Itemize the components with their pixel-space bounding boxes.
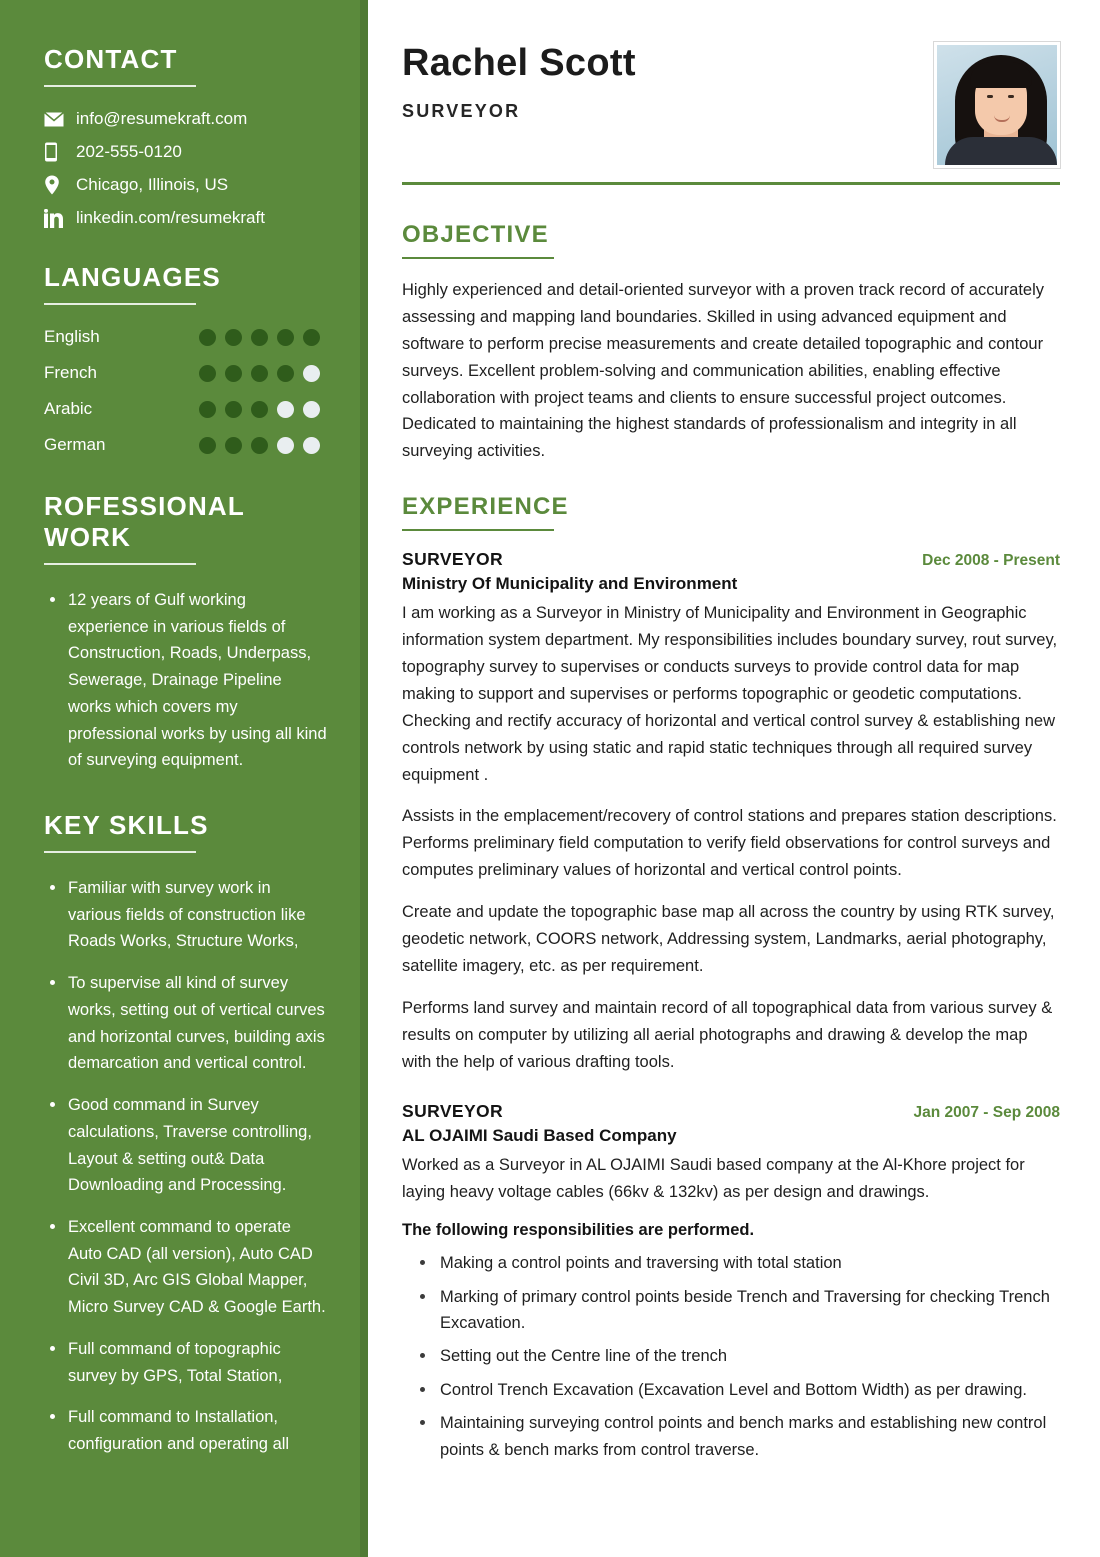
experience-item-header — [402, 1101, 1060, 1122]
experience-job-org: AL OJAIMI Saudi Based Company — [402, 1126, 677, 1146]
contact-section — [44, 44, 328, 228]
language-name: English — [44, 327, 100, 346]
key-skills-section — [44, 810, 328, 1458]
objective-section — [402, 221, 1060, 465]
objective-text: Highly experienced and detail-oriented surveyor with a proven track record of accurately assessing and mapping land boundaries. Skilled in using advanced equipment and software to perform precise measurements and create detailed topographic and contour surveys. Excellent problem-solving and communication abilities, enabling effective collaboration with project teams and clients to ensure successful project outcomes. Dedicated to maintaining the highest standards of professionalism and integrity in all surveying activities. — [402, 281, 1044, 461]
contact-email-text: info@resumekraft.com — [76, 109, 248, 128]
experience-sub-heading: The following responsibilities are performed. — [402, 1221, 755, 1240]
list-item: Familiar with survey work in various fields of construction like Roads Works, Structure Works, — [44, 875, 328, 955]
main-content — [368, 0, 1100, 1557]
experience-heading: EXPERIENCE — [402, 493, 569, 521]
language-name: German — [44, 435, 106, 454]
experience-item — [402, 549, 1060, 1075]
contact-location-text: Chicago, Illinois, US — [76, 175, 229, 194]
objective-heading: OBJECTIVE — [402, 221, 549, 248]
experience-paragraph: Performs land survey and maintain record of all topographical data from various survey & results on computer by utilizing all aerial photographs and drawing & develop the map with the help of various drafting tools. — [402, 998, 1053, 1071]
language-level-dots — [199, 401, 320, 418]
list-item: Full command to Installation, configuration and operating all — [44, 1404, 328, 1457]
list-item: Marking of primary control points beside Trench and Traversing for checking Trench Excavation. — [412, 1284, 1060, 1337]
header-text — [402, 42, 636, 122]
contact-item-email[interactable] — [44, 109, 328, 129]
resume-header — [402, 42, 1060, 168]
key-skills-list — [44, 875, 328, 1458]
experience-job-title: SURVEYOR — [402, 549, 504, 570]
sidebar — [0, 0, 368, 1557]
experience-paragraph: Create and update the topographic base map all across the country by using RTK survey, geodetic network, COORS network, Addressing system, Landmarks, aerial photography, satellite imagery, etc. as per requirement. — [402, 903, 1055, 975]
phone-icon — [44, 142, 70, 162]
header-divider — [402, 182, 1060, 185]
key-skills-heading-rule — [44, 851, 196, 853]
language-level-dots — [199, 365, 320, 382]
list-item: Making a control points and traversing with total station — [412, 1250, 1060, 1276]
list-item: Setting out the Centre line of the trench — [412, 1343, 1060, 1369]
contact-item-location[interactable] — [44, 175, 328, 195]
experience-paragraph: Assists in the emplacement/recovery of control stations and prepares station descriptions. Performs preliminary field computation to verify field observations for control surveys and computes preliminary values of horizontal and vertical control points. — [402, 807, 1057, 880]
experience-paragraph: Worked as a Surveyor in AL OJAIMI Saudi based company at the Al-Khore project for laying heavy voltage cables (66kv & 132kv) as per design and drawings. — [402, 1156, 1025, 1202]
job-role-subtitle: SURVEYOR — [402, 101, 521, 121]
language-name: Arabic — [44, 399, 93, 418]
avatar — [934, 42, 1060, 168]
sidebar-edge — [360, 0, 368, 1557]
experience-job-date: Dec 2008 - Present — [922, 552, 1060, 570]
language-level-dots — [199, 329, 320, 346]
experience-heading-rule — [402, 529, 554, 531]
experience-job-date: Jan 2007 - Sep 2008 — [913, 1104, 1060, 1122]
language-row — [44, 363, 328, 383]
languages-heading: LANGUAGES — [44, 262, 221, 292]
envelope-icon — [44, 112, 70, 127]
list-item: Control Trench Excavation (Excavation Level and Bottom Width) as per drawing. — [412, 1377, 1060, 1403]
language-row — [44, 327, 328, 347]
professional-work-section — [44, 491, 328, 774]
linkedin-icon — [44, 209, 70, 228]
list-item: To supervise all kind of survey works, setting out of vertical curves and horizontal curves, building axis demarcation and vertical control. — [44, 970, 328, 1077]
experience-item-header — [402, 549, 1060, 570]
language-name: French — [44, 363, 97, 382]
contact-list — [44, 109, 328, 228]
experience-paragraph: I am working as a Surveyor in Ministry of Municipality and Environment in Geographic information system department. My responsibilities includes boundary survey, rout survey, topography survey to supervises or conducts surveys to provide control data for map making to support and supervises or performs topographic or geodetic computations. Checking and rectify accuracy of horizontal and vertical control survey & establishing new controls network by using static and rapid static techniques through all required survey equipment . — [402, 604, 1058, 784]
experience-item — [402, 1101, 1060, 1463]
key-skills-heading: KEY SKILLS — [44, 810, 209, 841]
page-title: Rachel Scott — [402, 42, 636, 84]
professional-work-list — [44, 587, 328, 774]
contact-heading: CONTACT — [44, 44, 178, 74]
experience-job-title: SURVEYOR — [402, 1101, 504, 1122]
contact-phone-text: 202-555-0120 — [76, 142, 182, 161]
list-item: Excellent command to operate Auto CAD (all version), Auto CAD Civil 3D, Arc GIS Global Mapper, Micro Survey CAD & Google Earth. — [44, 1214, 328, 1321]
experience-section — [402, 493, 1060, 1463]
contact-item-linkedin[interactable] — [44, 208, 328, 228]
list-item: Good command in Survey calculations, Traverse controlling, Layout & setting out& Data Downloading and Processing. — [44, 1092, 328, 1199]
language-row — [44, 399, 328, 419]
location-pin-icon — [44, 175, 70, 195]
language-level-dots — [199, 437, 320, 454]
list-item: Full command of topographic survey by GPS, Total Station, — [44, 1336, 328, 1389]
contact-linkedin-text: linkedin.com/resumekraft — [76, 208, 265, 227]
objective-heading-rule — [402, 257, 554, 259]
list-item: Maintaining surveying control points and bench marks and establishing new control points & bench marks from control traverse. — [412, 1410, 1060, 1463]
professional-work-heading: ROFESSIONAL WORK — [44, 491, 245, 552]
languages-section — [44, 262, 328, 455]
professional-work-heading-rule — [44, 563, 196, 565]
contact-heading-rule — [44, 85, 196, 87]
experience-bullet-list — [412, 1250, 1060, 1463]
contact-item-phone[interactable] — [44, 142, 328, 162]
experience-job-org: Ministry Of Municipality and Environment — [402, 574, 738, 594]
language-row — [44, 435, 328, 455]
languages-heading-rule — [44, 303, 196, 305]
list-item: 12 years of Gulf working experience in various fields of Construction, Roads, Underpass, Sewerage, Drainage Pipeline works which covers my professional works by using all kind of surveying equipment. — [44, 587, 328, 774]
